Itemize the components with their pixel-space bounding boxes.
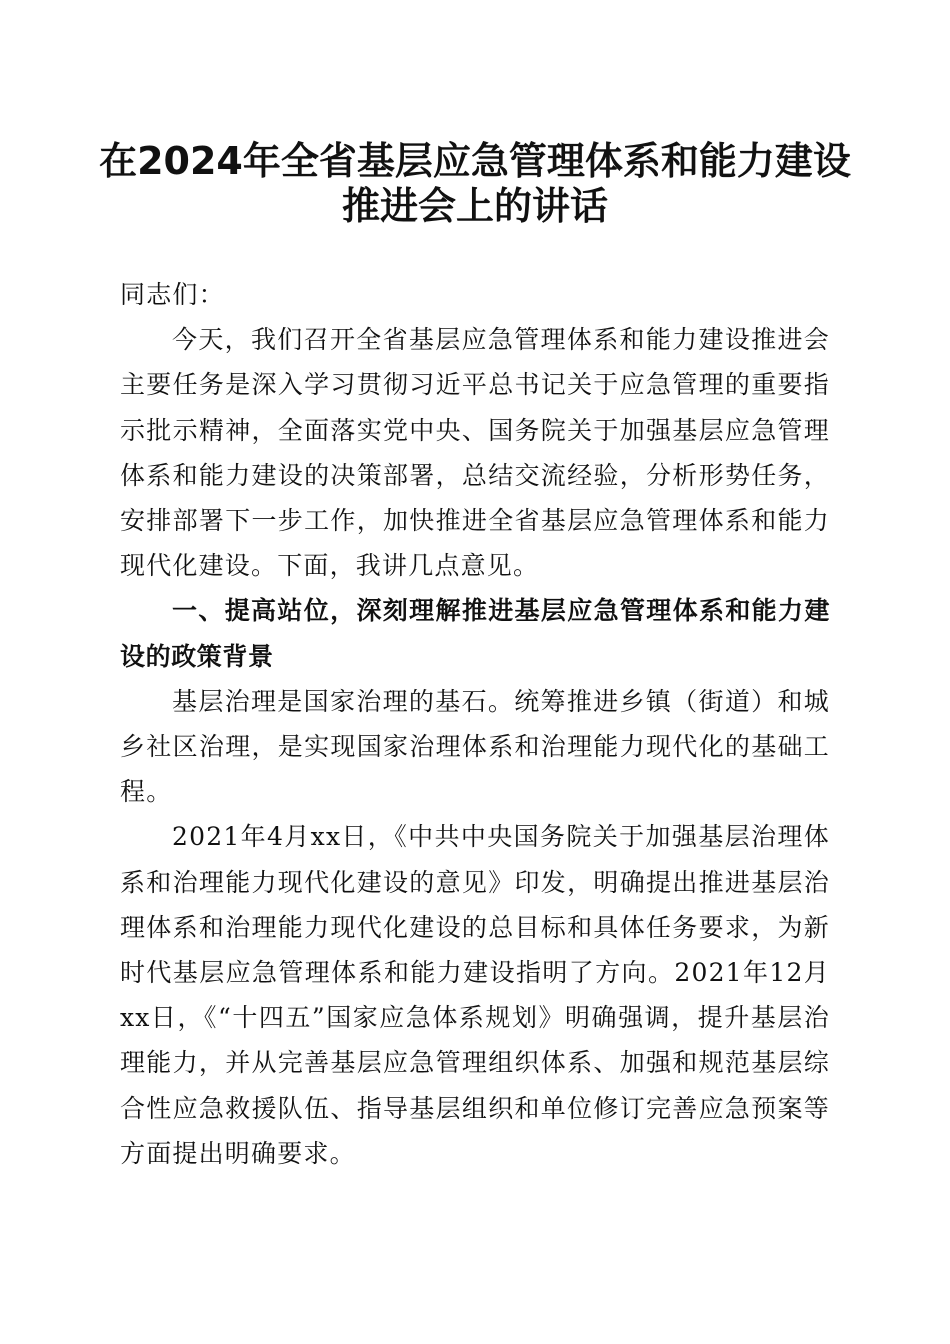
paragraph-grassroots: 基层治理是国家治理的基石。统筹推进乡镇（街道）和城乡社区治理，是实现国家治理体系和治理能力现代化的基础工程。	[120, 686, 830, 807]
paragraph-intro: 今天，我们召开全省基层应急管理体系和能力建设推进会主要任务是深入学习贯彻习近平总书记关于应急管理的重要指示批示精神，全面落实党中央、国务院关于加强基层应急管理体系和能力建设的决策部署，总结交流经验，分析形势任务，安排部署下一步工作，加快推进全省基层应急管理体系和能力现代化建设。下面，我讲几点意见。	[120, 325, 830, 581]
document-body	[120, 272, 830, 1176]
document-title-line-1: 在2024年全省基层应急管理体系和能力建设	[99, 139, 851, 183]
section-heading-1: 一、提高站位，深刻理解推进基层应急管理体系和能力建设的政策背景	[120, 596, 830, 671]
document-title-line-2: 推进会上的讲话	[341, 184, 608, 228]
paragraph-policy: 2021年4月xx日，《中共中央国务院关于加强基层治理体系和治理能力现代化建设的意见》印发，明确提出推进基层治理体系和治理能力现代化建设的总目标和具体任务要求，为新时代基层应急管理体系和能力建设指明了方向。2021年12月xx日，《“十四五”国家应急体系规划》明确强调，提升基层治理能力，并从完善基层应急管理组织体系、加强和规范基层综合性应急救援队伍、指导基层组织和单位修订完善应急预案等方面提出明确要求。	[120, 822, 830, 1168]
salutation: 同志们：	[120, 280, 225, 309]
